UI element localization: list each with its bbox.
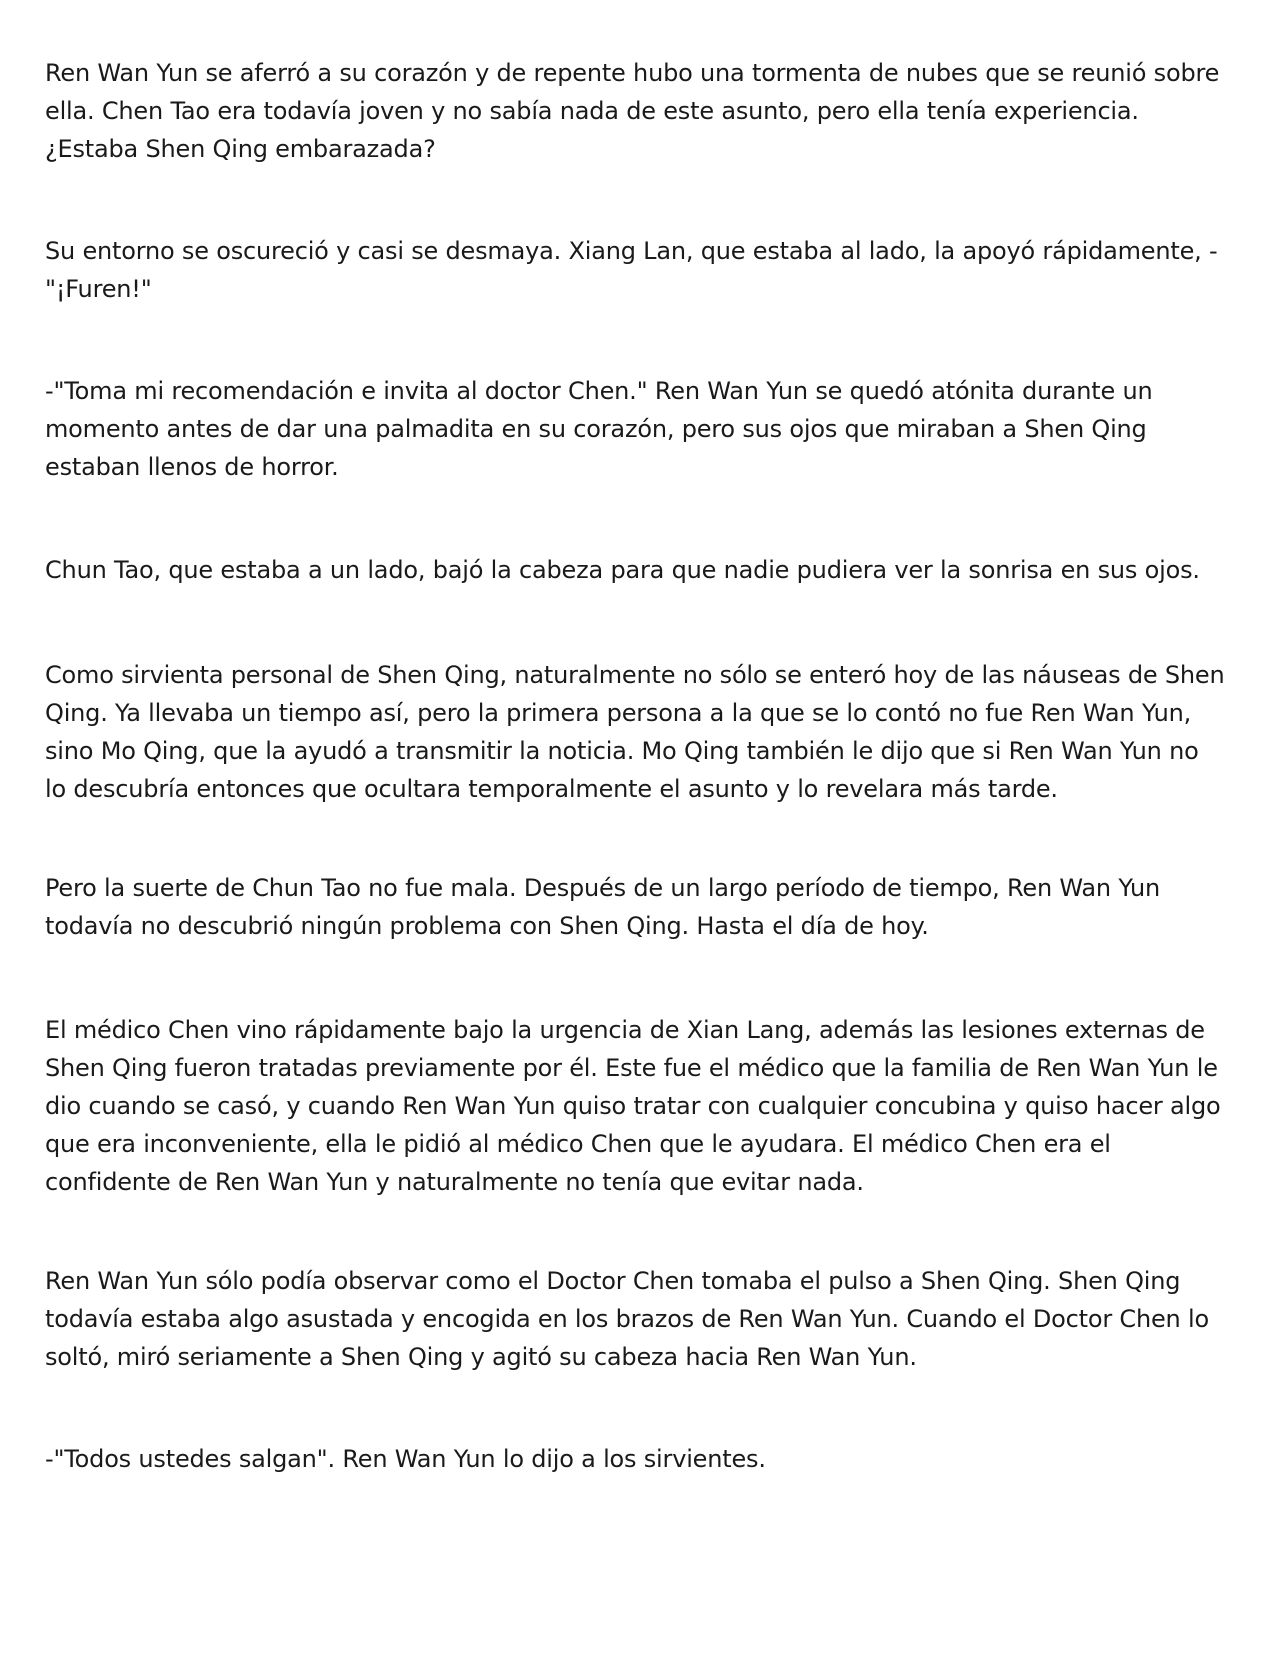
text-line: -"Toma mi recomendación e invita al doctor Chen." Ren Wan Yun se quedó atónita durante un <box>45 377 1153 405</box>
text-line: todavía no descubrió ningún problema con Shen Qing. Hasta el día de hoy. <box>45 912 929 940</box>
text-line: Pero la suerte de Chun Tao no fue mala. Después de un largo período de tiempo, Ren Wan Yun <box>45 874 1161 902</box>
text-line: "¡Furen!" <box>45 275 152 303</box>
paragraph-3 <box>45 372 1245 486</box>
text-line: Ren Wan Yun se aferró a su corazón y de repente hubo una tormenta de nubes que se reunió sobre <box>45 59 1220 87</box>
text-line: -"Todos ustedes salgan". Ren Wan Yun lo dijo a los sirvientes. <box>45 1445 766 1473</box>
text-line: ¿Estaba Shen Qing embarazada? <box>45 135 436 163</box>
text-line: Como sirvienta personal de Shen Qing, naturalmente no sólo se enteró hoy de las náuseas de Shen <box>45 661 1225 689</box>
text-line: todavía estaba algo asustada y encogida en los brazos de Ren Wan Yun. Cuando el Doctor Chen lo <box>45 1305 1209 1333</box>
text-line: Shen Qing fueron tratadas previamente por él. Este fue el médico que la familia de Ren Wan Yun le <box>45 1054 1218 1082</box>
paragraph-4 <box>45 551 1245 589</box>
text-line: Ren Wan Yun sólo podía observar como el Doctor Chen tomaba el pulso a Shen Qing. Shen Qing <box>45 1267 1181 1295</box>
text-line: soltó, miró seriamente a Shen Qing y agitó su cabeza hacia Ren Wan Yun. <box>45 1343 917 1371</box>
text-line: confidente de Ren Wan Yun y naturalmente no tenía que evitar nada. <box>45 1168 864 1196</box>
paragraph-2 <box>45 232 1245 308</box>
text-line: dio cuando se casó, y cuando Ren Wan Yun quiso tratar con cualquier concubina y quiso hacer algo <box>45 1092 1221 1120</box>
text-line: Chun Tao, que estaba a un lado, bajó la cabeza para que nadie pudiera ver la sonrisa en sus ojos. <box>45 556 1200 584</box>
paragraph-7 <box>45 1011 1245 1201</box>
text-line: que era inconveniente, ella le pidió al médico Chen que le ayudara. El médico Chen era el <box>45 1130 1111 1158</box>
text-line: ella. Chen Tao era todavía joven y no sabía nada de este asunto, pero ella tenía experiencia. <box>45 97 1139 125</box>
paragraph-9 <box>45 1440 1245 1478</box>
paragraph-5 <box>45 656 1245 808</box>
text-line: sino Mo Qing, que la ayudó a transmitir la noticia. Mo Qing también le dijo que si Ren Wan Yun no <box>45 737 1199 765</box>
text-line: estaban llenos de horror. <box>45 453 339 481</box>
text-line: momento antes de dar una palmadita en su corazón, pero sus ojos que miraban a Shen Qing <box>45 415 1147 443</box>
text-line: lo descubría entonces que ocultara temporalmente el asunto y lo revelara más tarde. <box>45 775 1058 803</box>
text-line: El médico Chen vino rápidamente bajo la urgencia de Xian Lang, además las lesiones externas de <box>45 1016 1205 1044</box>
paragraph-6 <box>45 869 1245 945</box>
text-line: Qing. Ya llevaba un tiempo así, pero la primera persona a la que se lo contó no fue Ren Wan Yun, <box>45 699 1192 727</box>
paragraph-8 <box>45 1262 1245 1376</box>
paragraph-1 <box>45 54 1245 168</box>
text-line: Su entorno se oscureció y casi se desmaya. Xiang Lan, que estaba al lado, la apoyó rápidamente, - <box>45 237 1218 265</box>
